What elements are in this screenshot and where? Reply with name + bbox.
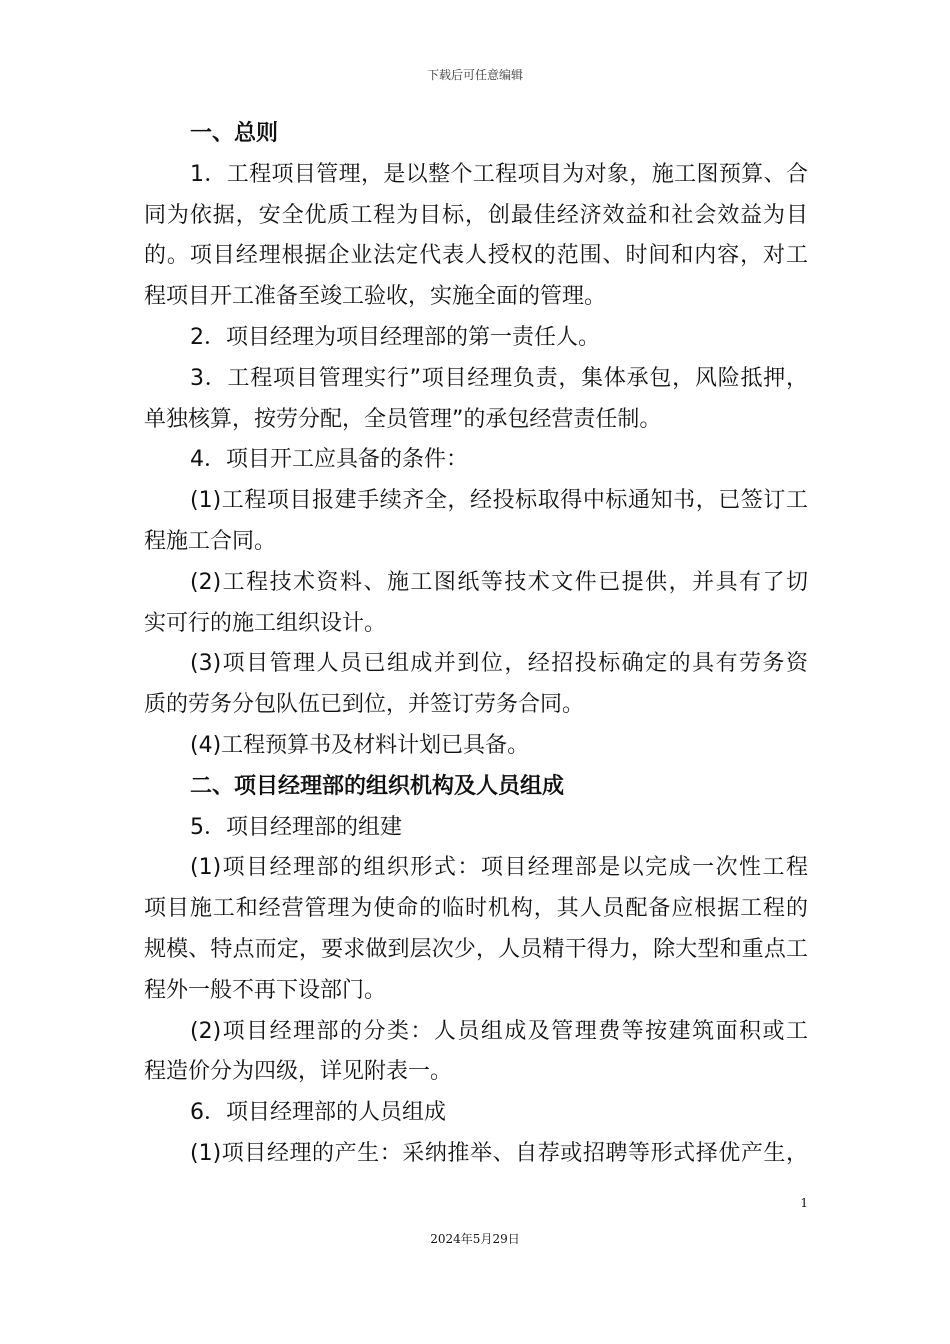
document-body — [144, 114, 808, 1175]
paragraph-line: 项目施工和经营管理为使命的临时机构，其人员配备应根据工程的 — [144, 896, 808, 922]
paragraph-line: 2．项目经理为项目经理部的第一责任人。 — [190, 324, 600, 350]
section-heading: 一、总则 — [190, 121, 279, 146]
page-number: 1 — [800, 1196, 808, 1210]
paragraph-line: 同为依据，安全优质工程为目标，创最佳经济效益和社会效益为目 — [144, 202, 808, 228]
paragraph-line: 程造价分为四级，详见附表一。 — [144, 1059, 453, 1085]
paragraph-line: 的。项目经理根据企业法定代表人授权的范围、时间和内容，对工 — [144, 243, 808, 269]
paragraph-line: (1)项目经理的产生：采纳推举、自荐或招聘等形式择优产生， — [190, 1140, 808, 1166]
paragraph-line: (1)工程项目报建手续齐全，经投标取得中标通知书，已签订工 — [190, 488, 808, 514]
paragraph-line: 6．项目经理部的人员组成 — [190, 1100, 446, 1126]
paragraph-line: (2)项目经理部的分类：人员组成及管理费等按建筑面积或工 — [190, 1018, 808, 1044]
paragraph-line: 5．项目经理部的组建 — [190, 814, 402, 840]
paragraph-line: 程外一般不再下设部门。 — [144, 977, 387, 1003]
page-footer-date: 2024年5月29日 — [430, 1232, 520, 1246]
paragraph-line: (3)项目管理人员已组成并到位，经招投标确定的具有劳务资 — [190, 651, 808, 677]
paragraph-line: 4．项目开工应具备的条件： — [190, 447, 468, 473]
paragraph-line: 程项目开工准备至竣工验收，实施全面的管理。 — [144, 284, 607, 310]
page-header: 下载后可任意编辑 — [426, 68, 523, 82]
paragraph-line: 单独核算，按劳分配，全员管理”的承包经营责任制。 — [144, 406, 662, 432]
section-heading: 二、项目经理部的组织机构及人员组成 — [190, 773, 565, 799]
paragraph-line: 3．工程项目管理实行”项目经理负责，集体承包，风险抵押， — [190, 365, 808, 391]
paragraph-line: 实可行的施工组织设计。 — [144, 610, 387, 636]
paragraph-line: (1)项目经理部的组织形式：项目经理部是以完成一次性工程 — [190, 855, 808, 881]
paragraph-line: (2)工程技术资料、施工图纸等技术文件已提供，并具有了切 — [190, 569, 808, 595]
paragraph-line: 程施工合同。 — [144, 528, 277, 554]
paragraph-line: 质的劳务分包队伍已到位，并签订劳务合同。 — [144, 692, 585, 718]
paragraph-line: (4)工程预算书及材料计划已具备。 — [190, 732, 530, 758]
paragraph-line: 1．工程项目管理，是以整个工程项目为对象，施工图预算、合 — [190, 161, 808, 187]
paragraph-line: 规模、特点而定，要求做到层次少，人员精干得力，除大型和重点工 — [144, 936, 808, 962]
